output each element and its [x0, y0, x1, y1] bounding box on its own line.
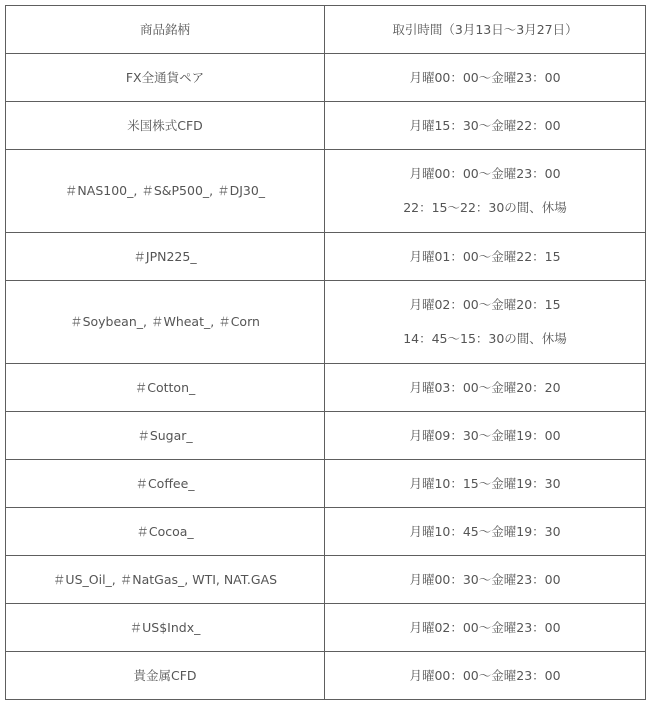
time-line: 月曜02：00～金曜20：15: [409, 297, 561, 312]
time-line: 月曜00：00～金曜23：00: [409, 69, 561, 85]
time-cell: [325, 150, 646, 233]
product-cell: ＃US$Indx_: [6, 604, 325, 652]
table-row: [6, 102, 646, 150]
table-row: [6, 54, 646, 102]
table-row: [6, 604, 646, 652]
table-header-row: [6, 6, 646, 54]
time-cell: [325, 102, 646, 150]
break-line: 14：45～15：30の間、休場: [403, 331, 567, 346]
table-row: [6, 412, 646, 460]
product-cell: ＃Coffee_: [6, 460, 325, 508]
time-line: 月曜09：30～金曜19：00: [409, 427, 561, 443]
product-cell: ＃Cotton_: [6, 364, 325, 412]
time-line: 月曜02：00～金曜23：00: [409, 619, 561, 635]
time-cell: [325, 652, 646, 700]
time-cell: [325, 460, 646, 508]
product-cell: ＃NAS100_, ＃S&P500_, ＃DJ30_: [6, 150, 325, 233]
table-row: [6, 652, 646, 700]
header-trading-time: 取引時間（3月13日～3月27日）: [325, 6, 646, 54]
time-cell: [325, 508, 646, 556]
time-line: 月曜00：00～金曜23：00: [409, 667, 561, 683]
time-cell: [325, 54, 646, 102]
product-cell: ＃Sugar_: [6, 412, 325, 460]
table-row: [6, 150, 646, 233]
header-product: 商品銘柄: [6, 6, 325, 54]
time-line: 月曜00：30～金曜23：00: [409, 571, 561, 587]
time-line: 月曜03：00～金曜20：20: [409, 379, 561, 395]
product-cell: 米国株式CFD: [6, 102, 325, 150]
product-cell: ＃US_Oil_, ＃NatGas_, WTI, NAT.GAS: [6, 556, 325, 604]
table-row: [6, 281, 646, 364]
product-cell: ＃JPN225_: [6, 233, 325, 281]
product-cell: FX全通貨ペア: [6, 54, 325, 102]
time-cell: [325, 412, 646, 460]
time-cell: [325, 281, 646, 364]
time-line: 月曜01：00～金曜22：15: [409, 248, 561, 264]
time-cell: [325, 604, 646, 652]
trading-hours-table: [5, 5, 646, 700]
time-line: 月曜10：15～金曜19：30: [409, 475, 561, 491]
product-cell: 貴金属CFD: [6, 652, 325, 700]
product-cell: ＃Soybean_, ＃Wheat_, ＃Corn: [6, 281, 325, 364]
table-row: [6, 508, 646, 556]
time-cell: [325, 233, 646, 281]
table-row: [6, 364, 646, 412]
time-line: 月曜00：00～金曜23：00: [409, 166, 561, 181]
break-line: 22：15～22：30の間、休場: [403, 200, 567, 215]
table-row: [6, 460, 646, 508]
time-cell: [325, 556, 646, 604]
product-cell: ＃Cocoa_: [6, 508, 325, 556]
time-line: 月曜10：45～金曜19：30: [409, 523, 561, 539]
table-row: [6, 556, 646, 604]
time-cell: [325, 364, 646, 412]
trading-hours-table-container: [5, 5, 645, 700]
table-row: [6, 233, 646, 281]
time-line: 月曜15：30～金曜22：00: [409, 117, 561, 133]
